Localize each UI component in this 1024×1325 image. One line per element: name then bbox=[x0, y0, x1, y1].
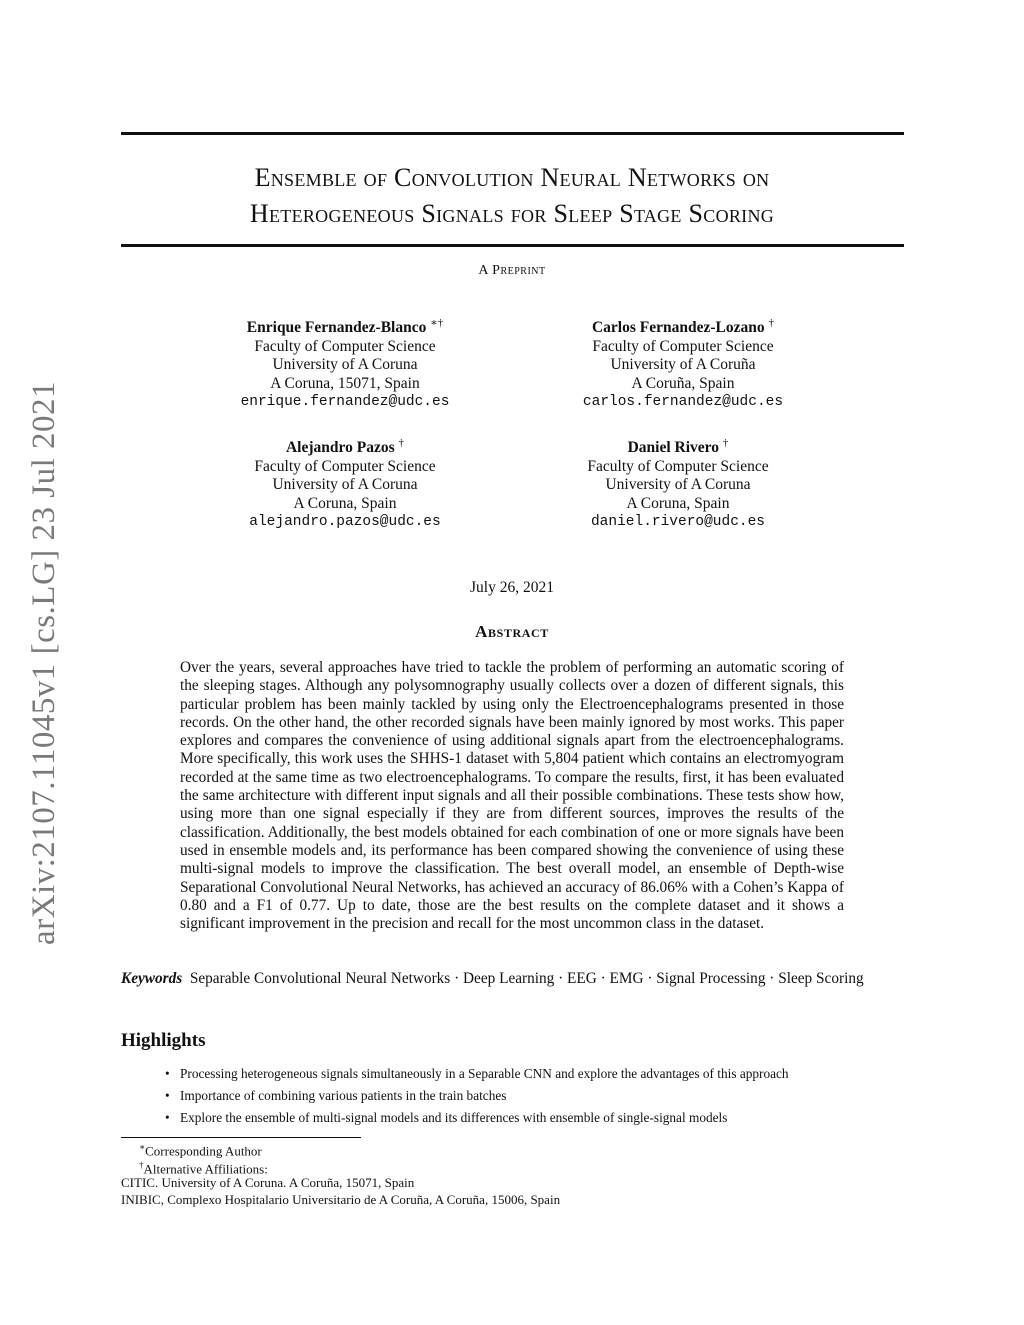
author-block bbox=[528, 436, 828, 532]
author-mark: † bbox=[768, 316, 774, 329]
keywords-label: Keywords bbox=[121, 970, 183, 987]
footnote-text: Alternative Affiliations: bbox=[143, 1161, 268, 1177]
author-email[interactable]: enrique.fernandez@udc.es bbox=[240, 394, 450, 410]
list-item bbox=[165, 1087, 905, 1109]
keywords-line bbox=[121, 970, 904, 989]
author-mark: † bbox=[398, 436, 404, 449]
abstract-text: Over the years, several approaches have tried to tackle the problem of performing an automatic scoring of the sleeping stages. Although any polysomnography usually collects over a dozen of different signals, this particular problem has been mainly tackled by using only the Electroencephalograms presented in those records. On the other hand, the other recorded signals have been mainly ignored by most works. This paper explores and compares the convenience of using additional signals apart from the electroencephalograms. More specifically, this work uses the SHHS-1 dataset with 5,804 patient which contains an electromyogram recorded at the same time as two electroencephalograms. To compare the results, first, it has been evaluated the same architecture with different input signals and all their possible combinations. These tests show how, using more than one signal especially if they are from different sources, improves the results of the classification. Additionally, the best models obtained for each combination of one or more signals have been used in ensemble models and, its performance has been compared showing the convenience of using these multi-signal models to improve the classification. The best overall model, an ensemble of Depth-wise Separational Convolutional Neural Networks, has achieved an accuracy of 86.06% with a Cohen’s Kappa of 0.80 and a F1 of 0.77. Up to date, those are the best results on the complete dataset and it shows a significant improvement in the precision and recall for the most uncommon class in the dataset. bbox=[180, 659, 844, 933]
author-name: Carlos Fernandez-Lozano bbox=[591, 319, 765, 336]
author-city: A Coruña, Spain bbox=[631, 374, 735, 392]
highlight-text: Explore the ensemble of multi-signal models and its differences with ensemble of single-signal models bbox=[180, 1110, 728, 1125]
author-email[interactable]: alejandro.pazos@udc.es bbox=[249, 514, 441, 530]
abstract-heading: Abstract bbox=[475, 622, 549, 641]
author-department: Faculty of Computer Science bbox=[254, 337, 436, 355]
footnote-affiliation: INIBIC, Complexo Hospitalario Universitario de A Coruña, A Coruña, 15006, Spain bbox=[121, 1192, 561, 1207]
author-city: A Coruna, Spain bbox=[626, 494, 730, 512]
author-name: Daniel Rivero bbox=[627, 439, 720, 456]
paper-title-line-2: Heterogeneous Signals for Sleep Stage Scoring bbox=[249, 199, 775, 228]
author-block bbox=[195, 436, 495, 532]
author-name: Enrique Fernandez-Blanco bbox=[246, 319, 427, 336]
author-mark: ∗† bbox=[430, 316, 444, 329]
author-block bbox=[533, 316, 833, 412]
list-item bbox=[165, 1065, 905, 1087]
author-department: Faculty of Computer Science bbox=[592, 337, 774, 355]
author-university: University of A Coruña bbox=[610, 356, 756, 373]
author-city: A Coruna, 15071, Spain bbox=[270, 374, 420, 392]
highlight-text: Processing heterogeneous signals simultaneously in a Separable CNN and explore the advantages of this approach bbox=[180, 1066, 789, 1081]
author-block bbox=[195, 316, 495, 412]
title-bottom-rule bbox=[121, 244, 904, 247]
author-email[interactable]: daniel.rivero@udc.es bbox=[590, 514, 766, 530]
title-top-rule bbox=[121, 132, 904, 135]
keywords-text: Separable Convolutional Neural Networks · Deep Learning · EEG · EMG · Signal Processing · Sleep Scoring bbox=[189, 970, 864, 987]
publication-date: July 26, 2021 bbox=[470, 579, 554, 596]
highlights-list bbox=[165, 1065, 905, 1131]
author-university: University of A Coruna bbox=[605, 476, 751, 493]
author-department: Faculty of Computer Science bbox=[587, 457, 769, 475]
footnote-affiliation: CITIC. University of A Coruna. A Coruña, 15071, Spain bbox=[121, 1175, 415, 1190]
footnote-mark: † bbox=[139, 1160, 144, 1170]
author-name: Alejandro Pazos bbox=[285, 439, 395, 456]
author-email[interactable]: carlos.fernandez@udc.es bbox=[582, 394, 784, 410]
bullet-icon: • bbox=[165, 1066, 170, 1081]
preprint-label: A Preprint bbox=[478, 263, 546, 278]
footnote-text: Corresponding Author bbox=[145, 1143, 262, 1159]
author-city: A Coruna, Spain bbox=[293, 494, 397, 512]
list-item bbox=[165, 1109, 905, 1131]
highlight-text: Importance of combining various patients in the train batches bbox=[180, 1088, 507, 1103]
author-university: University of A Coruna bbox=[272, 356, 418, 373]
author-mark: † bbox=[722, 436, 729, 449]
paper-title-line-1: Ensemble of Convolution Neural Networks on bbox=[254, 163, 770, 192]
footnote-rule bbox=[121, 1137, 361, 1138]
bullet-icon: • bbox=[165, 1110, 170, 1125]
author-department: Faculty of Computer Science bbox=[254, 457, 436, 475]
author-university: University of A Coruna bbox=[272, 476, 418, 493]
footnote-mark: ∗ bbox=[139, 1142, 146, 1152]
highlights-heading: Highlights bbox=[121, 1030, 206, 1051]
bullet-icon: • bbox=[165, 1088, 170, 1103]
arxiv-side-stamp: arXiv:2107.11045v1 [cs.LG] 23 Jul 2021 bbox=[26, 380, 62, 945]
